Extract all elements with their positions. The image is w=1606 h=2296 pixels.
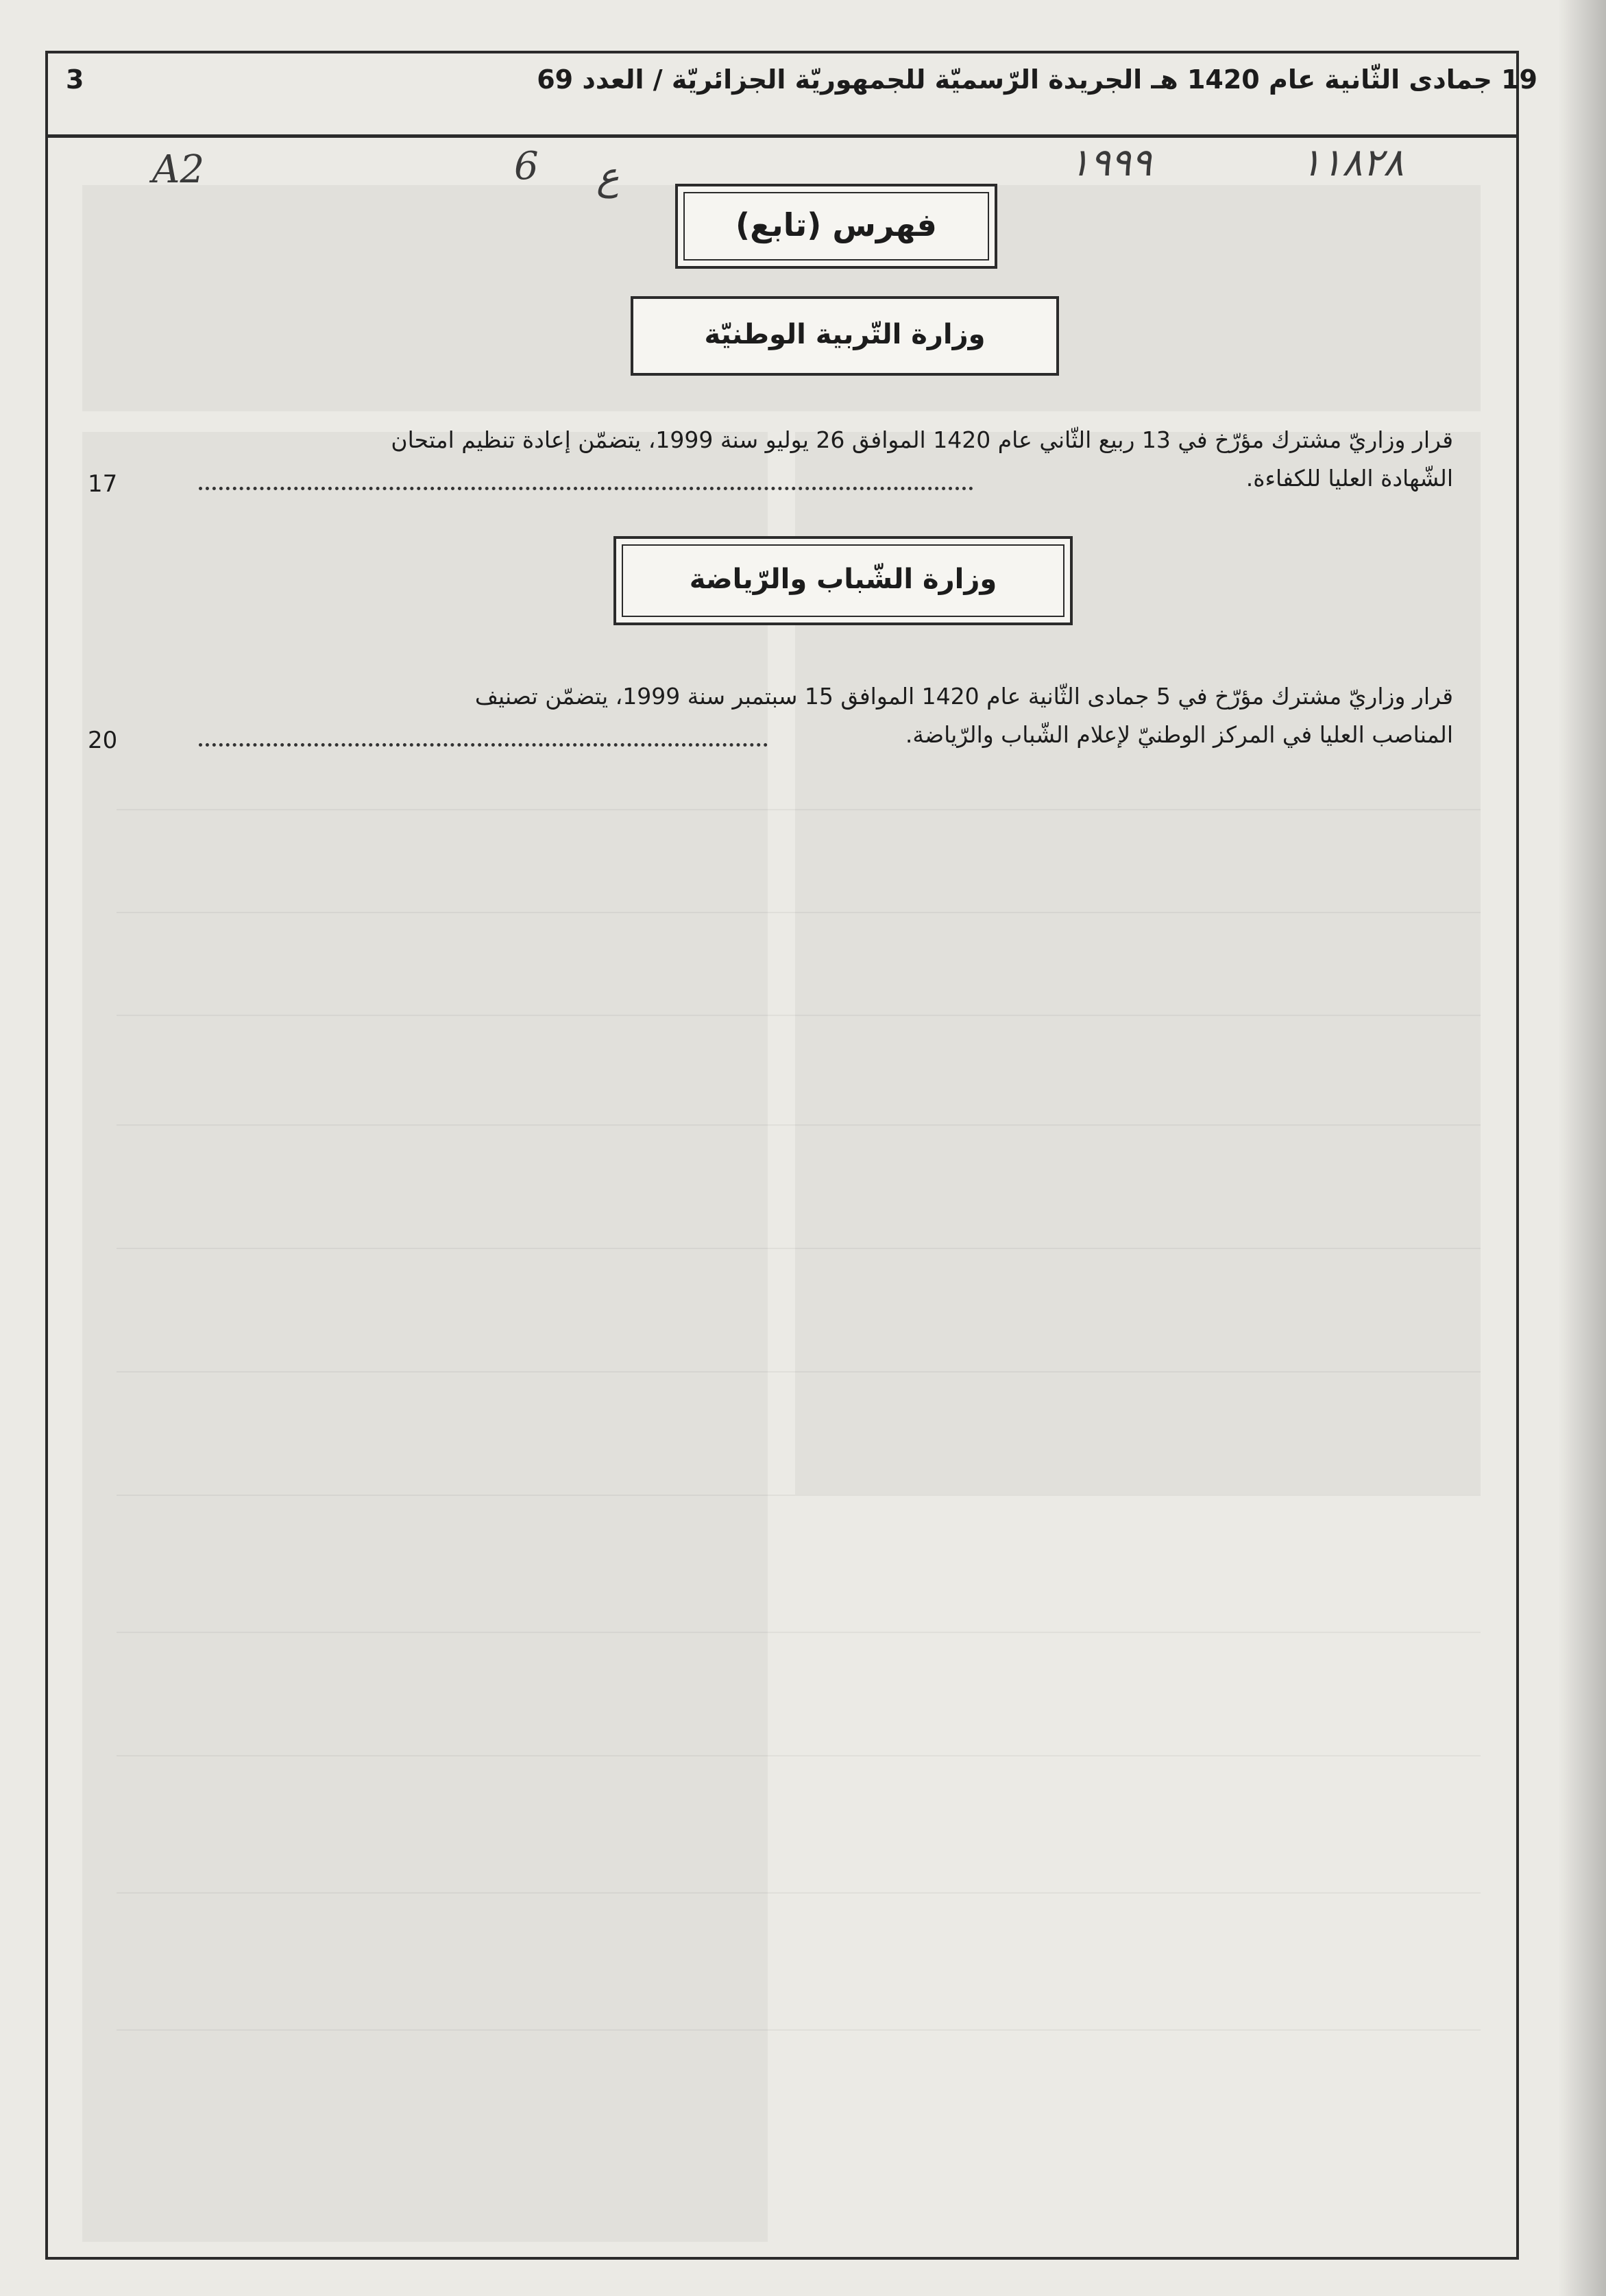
section-heading-box	[631, 296, 1059, 376]
handwritten-mark-arabic: ع	[596, 154, 620, 199]
entry-page-number: 20	[88, 727, 118, 754]
handwritten-year: ١٩٩٩	[1069, 141, 1152, 185]
index-title: فهرس (تابع)	[735, 206, 937, 243]
entry-text-line: المناصب العليا في المركز الوطنيّ لإعلام الشّباب والرّياضة.	[905, 721, 1453, 748]
section-heading-education: وزارة التّربية الوطنيّة	[704, 319, 986, 350]
handwritten-mark-number: 6	[514, 144, 539, 189]
section-heading-youth-sports: وزارة الشّباب والرّياضة	[689, 564, 997, 595]
dot-leader	[199, 743, 768, 747]
entry-text-line: الشّهادة العليا للكفاءة.	[1245, 465, 1453, 492]
page-edge-shadow	[1558, 0, 1606, 2296]
entry-page-number: 17	[88, 470, 118, 498]
gazette-header-title: 19 جمادى الثّانية عام 1420 هـ الجريدة الرّسميّة للجمهوريّة الجزائريّة / العدد 69	[537, 64, 1537, 95]
index-title-box	[675, 184, 997, 269]
entry-text-line: قرار وزاريّ مشترك مؤرّخ في 13 ربيع الثّاني عام 1420 الموافق 26 يوليو سنة 1999، يتضمّن إعادة تنظيم امتحان	[391, 426, 1453, 453]
handwritten-mark-a2: A2	[152, 147, 205, 192]
dot-leader	[199, 487, 973, 490]
page-number: 3	[66, 64, 84, 95]
header-rule	[45, 134, 1519, 138]
entry-text-line: قرار وزاريّ مشترك مؤرّخ في 5 جمادى الثّانية عام 1420 الموافق 15 سبتمبر سنة 1999، يتضمّن تصنيف	[474, 683, 1453, 710]
section-heading-box	[613, 536, 1073, 625]
handwritten-reference: ١١٨٢٨	[1300, 141, 1404, 185]
